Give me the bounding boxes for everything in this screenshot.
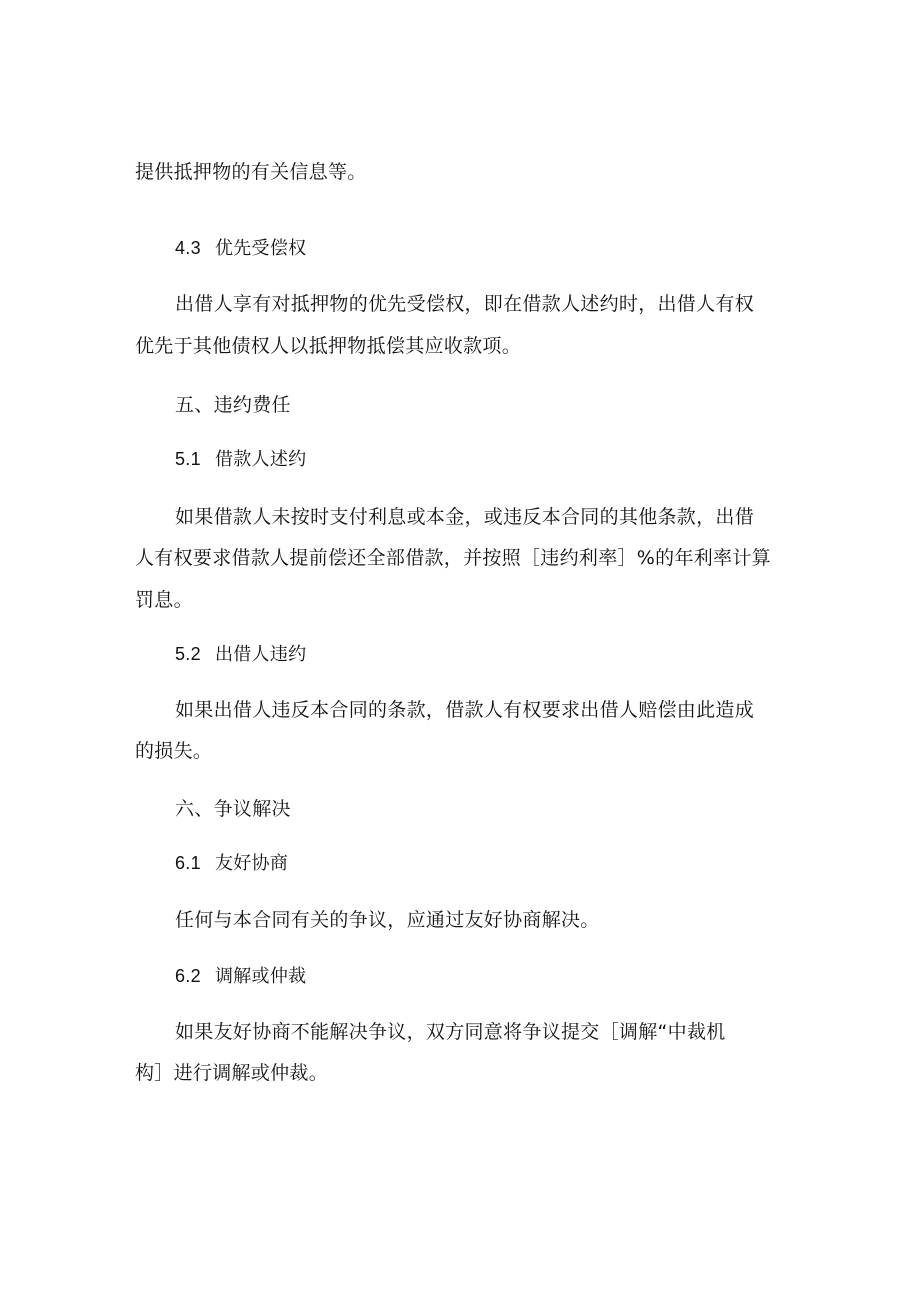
paragraph-line: 的损失。	[135, 740, 213, 762]
section-title: 出借人违约	[214, 644, 307, 665]
paragraph-line: 构］进行调解或仲裁。	[135, 1062, 329, 1084]
section-6-1-heading	[175, 851, 288, 876]
paragraph-line: 如果出借人违反本合同的条款，借款人有权要求出借人赔偿由此造成	[175, 699, 755, 721]
section-number: 5.2	[175, 644, 201, 664]
section-number: 4.3	[175, 238, 201, 258]
paragraph-line: 优先于其他债权人以抵押物抵偿其应收款项。	[135, 335, 522, 357]
section-number: 6.2	[175, 966, 201, 986]
section-5-2-heading	[175, 642, 306, 667]
chapter-5-heading: 五、违约费任	[175, 394, 291, 416]
paragraph-line: 如果借款人未按时支付利息或本金，或违反本合同的其他条款，出借	[175, 506, 755, 528]
section-title: 借款人述约	[214, 449, 307, 470]
section-title: 调解或仲裁	[214, 966, 307, 987]
section-6-2-heading	[175, 964, 306, 989]
section-number: 5.1	[175, 449, 201, 469]
chapter-6-heading: 六、争议解决	[175, 798, 291, 820]
paragraph-line: 提供抵押物的有关信息等。	[135, 161, 367, 183]
paragraph-line: 如果友好协商不能解决争议，双方同意将争议提交［调解“中裁机	[175, 1021, 726, 1043]
section-4-3-heading	[175, 236, 306, 261]
section-5-1-heading	[175, 447, 306, 472]
paragraph-line: 任何与本合同有关的争议，应通过友好协商解决。	[175, 909, 600, 931]
paragraph-line: 人有权要求借款人提前偿还全部借款，并按照［违约利率］%的年利率计算	[135, 547, 771, 569]
section-title: 优先受偿权	[214, 238, 307, 259]
paragraph-line: 罚息。	[135, 589, 193, 611]
section-number: 6.1	[175, 853, 201, 873]
paragraph-line: 出借人享有对抵押物的优先受偿权，即在借款人述约时，出借人有权	[175, 293, 755, 315]
section-title: 友好协商	[214, 853, 289, 874]
